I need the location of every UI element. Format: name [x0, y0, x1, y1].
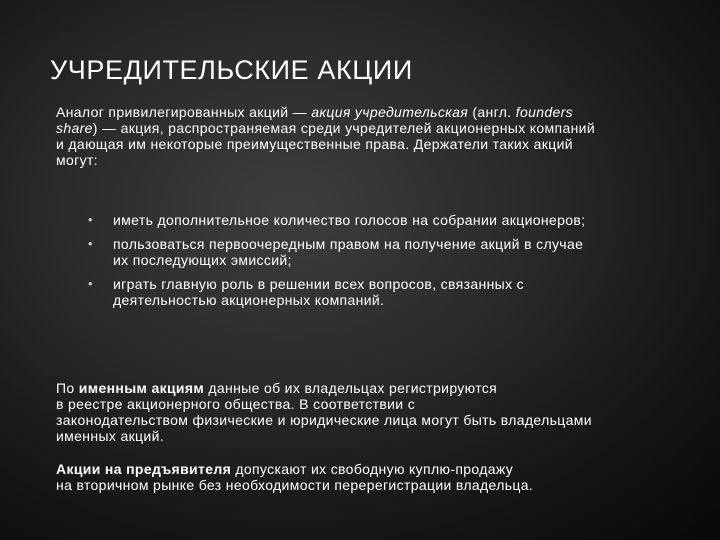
bearer-shares-term: Акции на предъявителя	[56, 461, 232, 477]
para2-text-1b: данные об их владельцах регистрируются	[204, 380, 498, 396]
intro-english-term-1: founders	[515, 104, 574, 120]
intro-line-3: и дающая им некоторые преимущественные права. Держатели таких акций	[56, 136, 573, 152]
bullet-dot-icon: •	[88, 276, 93, 291]
para2-line-2: в реестре акционерного общества. В соответствии с	[56, 396, 416, 412]
bullet-line: их последующих эмиссий;	[113, 252, 292, 268]
bullet-line: деятельностью акционерных компаний.	[113, 292, 385, 308]
para3-line-1	[56, 461, 666, 477]
intro-text-1a: Аналог привилегированных акций —	[56, 104, 312, 120]
intro-line-1	[56, 104, 656, 120]
intro-english-term-2: share	[56, 120, 93, 136]
bullet-dot-icon: •	[88, 212, 93, 227]
intro-line-2	[56, 120, 656, 136]
bullet-item	[88, 236, 688, 268]
bullet-item	[88, 212, 688, 228]
intro-term-italic: акция учредительская	[311, 104, 469, 120]
bullet-line: играть главную роль в решении всех вопросов, связанных с	[113, 276, 525, 292]
intro-paragraph	[56, 104, 656, 168]
para2-line-1	[56, 380, 666, 396]
para2-line-3: законодательством физические и юридические лица могут быть владельцами	[56, 412, 592, 428]
para2-line-4: именных акций.	[56, 428, 165, 444]
intro-text-1b: (англ.	[468, 104, 516, 120]
registered-shares-term: именным акциям	[78, 380, 205, 396]
intro-text-2: ) — акция, распространяемая среди учредителей акционерных компаний	[92, 120, 596, 136]
slide-title: УЧРЕДИТЕЛЬСКИЕ АКЦИИ	[50, 55, 413, 85]
bullet-line: пользоваться первоочередным правом на получение акций в случае	[113, 236, 584, 252]
para3-text-1: допускают их свободную куплю-продажу	[231, 461, 514, 477]
intro-line-4: могут:	[56, 152, 98, 168]
rights-bullet-list	[88, 212, 688, 316]
bullet-item	[88, 276, 688, 308]
para2-text-1a: По	[56, 380, 79, 396]
bullet-dot-icon: •	[88, 236, 93, 251]
bearer-shares-paragraph	[56, 461, 666, 493]
registered-shares-paragraph	[56, 380, 666, 444]
bullet-line: иметь дополнительное количество голосов на собрании акционеров;	[113, 212, 586, 228]
para3-line-2: на вторичном рынке без необходимости перерегистрации владельца.	[56, 477, 534, 493]
